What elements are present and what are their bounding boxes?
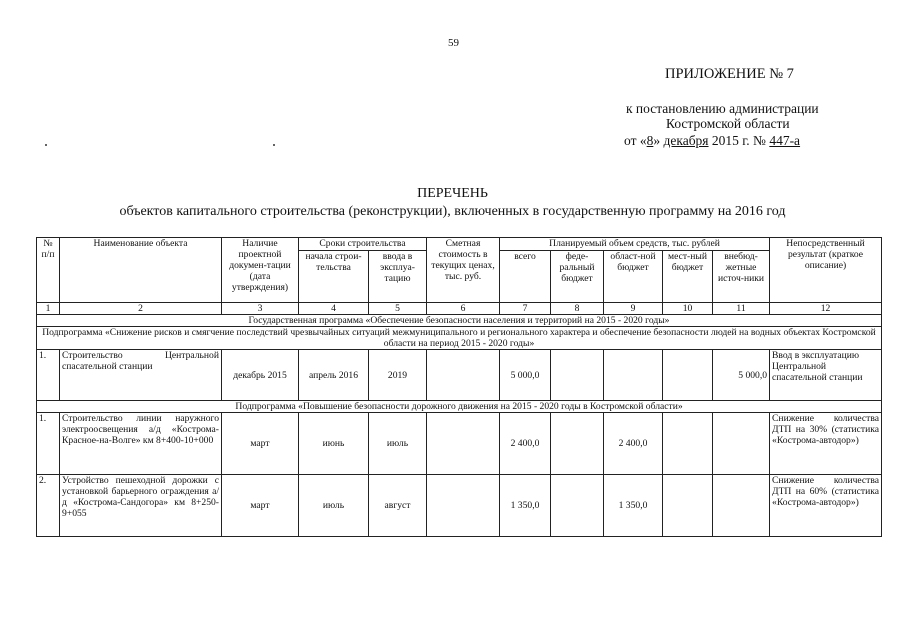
resolution-line-2: Костромской области	[666, 116, 790, 131]
resolution-line-1: к постановлению администрации	[626, 101, 819, 116]
row-local	[663, 475, 713, 537]
row-num: 1.	[37, 350, 60, 401]
row-local	[663, 413, 713, 475]
row-result: Снижение количества ДТП на 60% (статистика «Кострома-автодор»)	[770, 475, 882, 537]
col-number: 3	[222, 303, 299, 315]
col-number: 4	[299, 303, 369, 315]
row-result: Ввод в эксплуатацию Центральной спасательной станции	[770, 350, 882, 401]
date-mid: »	[653, 133, 664, 148]
header-name: Наименование объекта	[60, 238, 222, 303]
row-num: 2.	[37, 475, 60, 537]
column-number-row	[37, 303, 882, 315]
date-number: 447-а	[769, 133, 801, 148]
col-number: 7	[500, 303, 551, 315]
header-regional: област-ной бюджет	[604, 251, 663, 303]
header-local: мест-ный бюджет	[663, 251, 713, 303]
row-start: июль	[299, 475, 369, 537]
header-result: Непосредственный результат (краткое описание)	[770, 238, 882, 303]
scan-dot	[273, 144, 275, 146]
appendix-heading: ПРИЛОЖЕНИЕ № 7	[665, 66, 794, 82]
row-federal	[551, 413, 604, 475]
scan-dot	[45, 144, 47, 146]
objects-table	[36, 237, 882, 537]
table-row	[37, 475, 882, 537]
row-total: 5 000,0	[500, 350, 551, 401]
col-number: 1	[37, 303, 60, 315]
table-row	[37, 350, 882, 401]
document-subtitle: объектов капитального строительства (реконструкции), включенных в государственную программу на 2016 год	[119, 204, 786, 219]
resolution-date	[624, 133, 800, 149]
col-number: 6	[427, 303, 500, 315]
row-num: 1.	[37, 413, 60, 475]
row-regional: 1 350,0	[604, 475, 663, 537]
header-planned: Планируемый объем средств, тыс. рублей	[500, 238, 770, 251]
header-federal: феде-ральный бюджет	[551, 251, 604, 303]
row-commission: июль	[369, 413, 427, 475]
row-extra	[713, 413, 770, 475]
col-number: 2	[60, 303, 222, 315]
row-commission: август	[369, 475, 427, 537]
row-total: 1 350,0	[500, 475, 551, 537]
header-total: всего	[500, 251, 551, 303]
row-docs: март	[222, 475, 299, 537]
header-commission: ввода в эксплуа-тацию	[369, 251, 427, 303]
row-regional	[604, 350, 663, 401]
section-row	[37, 327, 882, 350]
date-year: 2015 г. №	[708, 133, 770, 148]
col-number: 11	[713, 303, 770, 315]
row-local	[663, 350, 713, 401]
section-row	[37, 401, 882, 413]
row-start: апрель 2016	[299, 350, 369, 401]
header-row	[37, 238, 882, 251]
row-commission: 2019	[369, 350, 427, 401]
date-day: 8	[646, 133, 654, 148]
row-extra	[713, 475, 770, 537]
row-name: Строительство линии наружного электроосвещения а/д «Кострома-Красное-на-Волге» км 8+400-10+000	[60, 413, 222, 475]
document-title: ПЕРЕЧЕНЬ	[417, 186, 488, 201]
row-total: 2 400,0	[500, 413, 551, 475]
subprogram-2-title: Подпрограмма «Повышение безопасности дорожного движения на 2015 - 2020 годы в Костромской области»	[37, 401, 882, 413]
header-start: начала строи-тельства	[299, 251, 369, 303]
row-regional: 2 400,0	[604, 413, 663, 475]
header-cost: Сметная стоимость в текущих ценах, тыс. руб.	[427, 238, 500, 303]
page-number: 59	[448, 37, 459, 49]
date-month: декабря	[663, 133, 709, 148]
col-number: 5	[369, 303, 427, 315]
header-docs: Наличие проектной докумен-тации (дата утверждения)	[222, 238, 299, 303]
state-program-title: Государственная программа «Обеспечение безопасности населения и территорий на 2015 - 2020 годы»	[37, 315, 882, 327]
row-federal	[551, 350, 604, 401]
header-extra: внебюд-жетные источ-ники	[713, 251, 770, 303]
col-number: 12	[770, 303, 882, 315]
row-extra: 5 000,0	[713, 350, 770, 401]
header-num: № п/п	[37, 238, 60, 303]
section-row	[37, 315, 882, 327]
table-row	[37, 413, 882, 475]
col-number: 9	[604, 303, 663, 315]
row-start: июнь	[299, 413, 369, 475]
subprogram-1-title: Подпрограмма «Снижение рисков и смягчение последствий чрезвычайных ситуаций межмуниципального и регионального характера и обеспечение безопасности людей на водных объектах Костромской области на период 2015 - 2020 годы»	[37, 327, 882, 350]
row-docs: март	[222, 413, 299, 475]
row-name: Устройство пешеходной дорожки с установкой барьерного ограждения а/д «Кострома-Сандогора» км 8+250-9+055	[60, 475, 222, 537]
row-cost	[427, 413, 500, 475]
row-federal	[551, 475, 604, 537]
date-prefix: от «	[624, 133, 647, 148]
header-terms: Сроки строительства	[299, 238, 427, 251]
row-cost	[427, 475, 500, 537]
row-name: Строительство Центральной спасательной станции	[60, 350, 222, 401]
row-cost	[427, 350, 500, 401]
row-docs: декабрь 2015	[222, 350, 299, 401]
col-number: 8	[551, 303, 604, 315]
col-number: 10	[663, 303, 713, 315]
row-result: Снижение количества ДТП на 30% (статистика «Кострома-автодор»)	[770, 413, 882, 475]
